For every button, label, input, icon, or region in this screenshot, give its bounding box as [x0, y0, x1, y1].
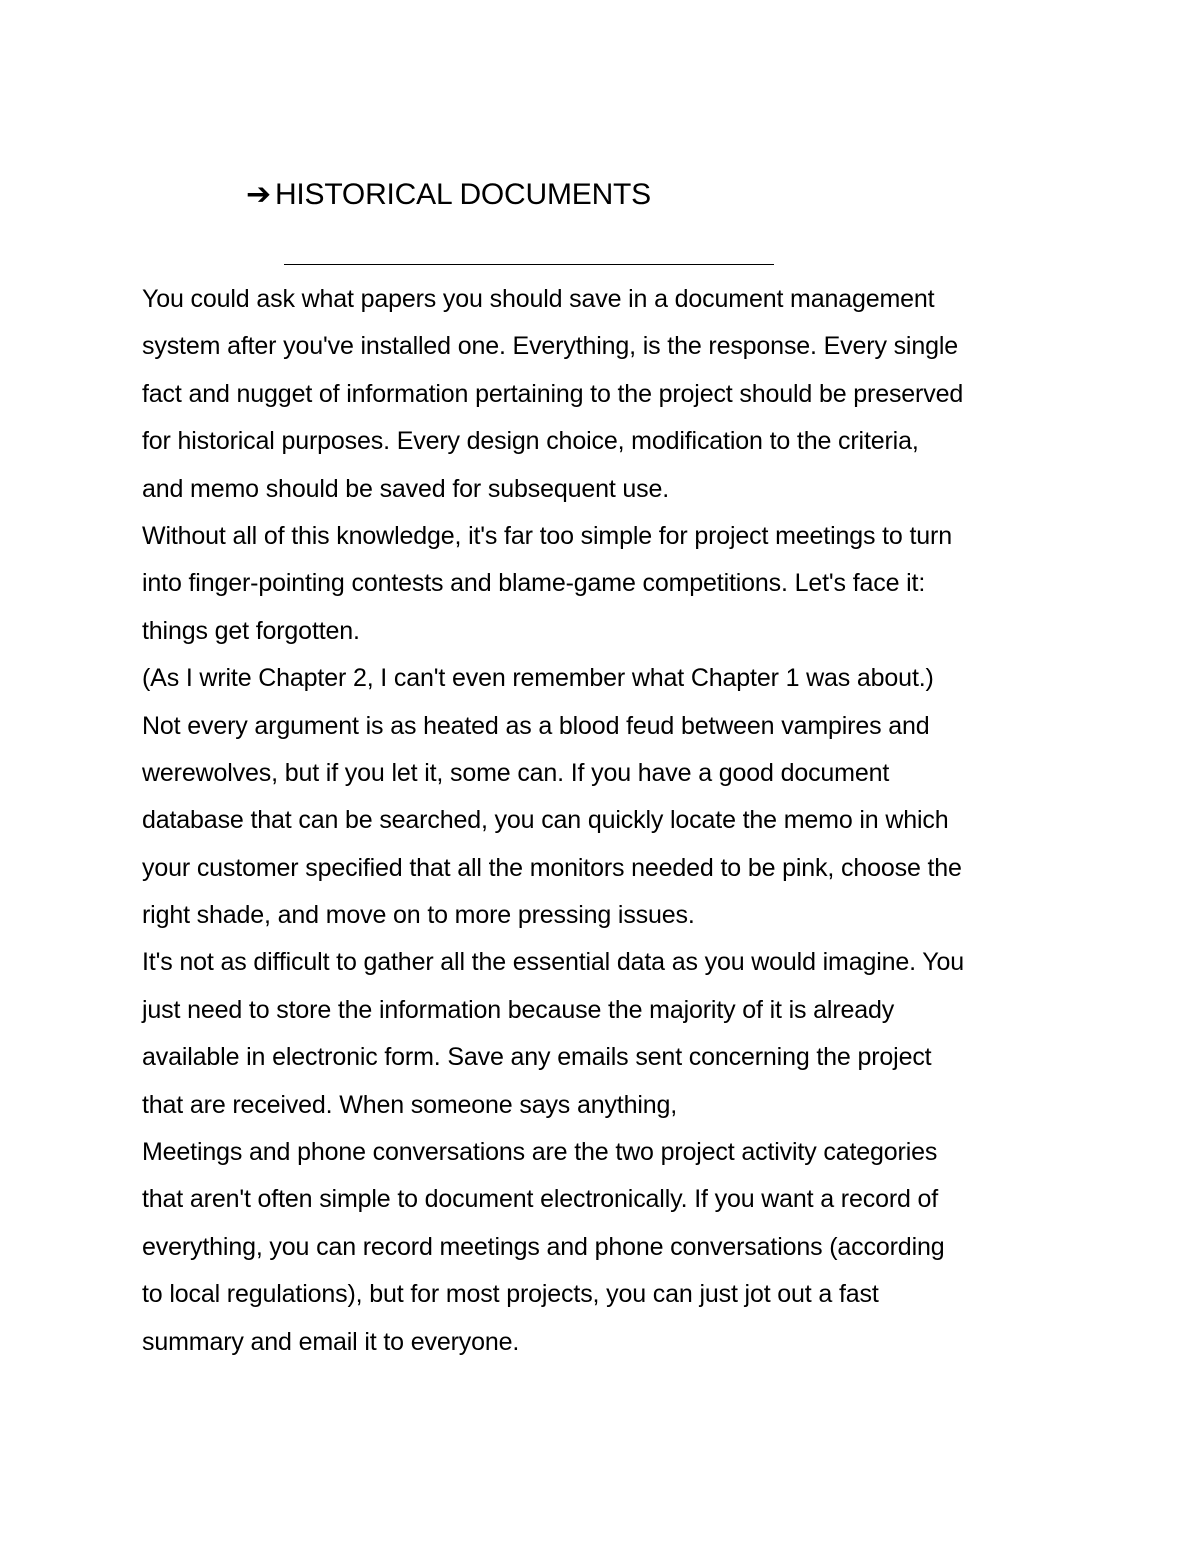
text-line: summary and email it to everyone.	[142, 1327, 520, 1356]
text-line: werewolves, but if you let it, some can. If you have a good document	[142, 758, 890, 787]
text-line: Without all of this knowledge, it's far too simple for project meetings to turn	[142, 521, 952, 550]
text-line: database that can be searched, you can quickly locate the memo in which	[142, 806, 949, 835]
text-line: It's not as difficult to gather all the essential data as you would imagine. You	[142, 948, 965, 977]
text-line: to local regulations), but for most projects, you can just jot out a fast	[142, 1280, 879, 1309]
text-line: (As I write Chapter 2, I can't even remember what Chapter 1 was about.)	[142, 664, 934, 693]
text-line: things get forgotten.	[142, 616, 360, 645]
text-line: your customer specified that all the monitors needed to be pink, choose the	[142, 853, 962, 882]
text-line: for historical purposes. Every design choice, modification to the criteria,	[142, 427, 919, 456]
text-line: that are received. When someone says anything,	[142, 1090, 678, 1119]
text-line: Not every argument is as heated as a blood feud between vampires and	[142, 711, 930, 740]
section-heading	[246, 176, 651, 214]
text-line: You could ask what papers you should save in a document management	[142, 285, 935, 313]
text-line: into finger-pointing contests and blame-game competitions. Let's face it:	[142, 569, 926, 598]
text-line: just need to store the information because the majority of it is already	[142, 995, 895, 1024]
text-line: and memo should be saved for subsequent use.	[142, 474, 670, 503]
text-line: right shade, and move on to more pressing issues.	[142, 901, 695, 930]
right-arrow-icon: ➔	[246, 178, 271, 211]
text-line: system after you've installed one. Everything, is the response. Every single	[142, 332, 959, 361]
text-line: fact and nugget of information pertaining to the project should be preserved	[142, 379, 964, 408]
text-line: everything, you can record meetings and phone conversations (according	[142, 1232, 945, 1261]
text-line: that aren't often simple to document electronically. If you want a record of	[142, 1185, 939, 1214]
text-line: Meetings and phone conversations are the two project activity categories	[142, 1138, 938, 1167]
section-title: HISTORICAL DOCUMENTS	[274, 178, 651, 211]
heading-underline-rule	[284, 264, 774, 265]
text-line: available in electronic form. Save any emails sent concerning the project	[142, 1043, 932, 1072]
body-text	[142, 276, 1082, 1366]
